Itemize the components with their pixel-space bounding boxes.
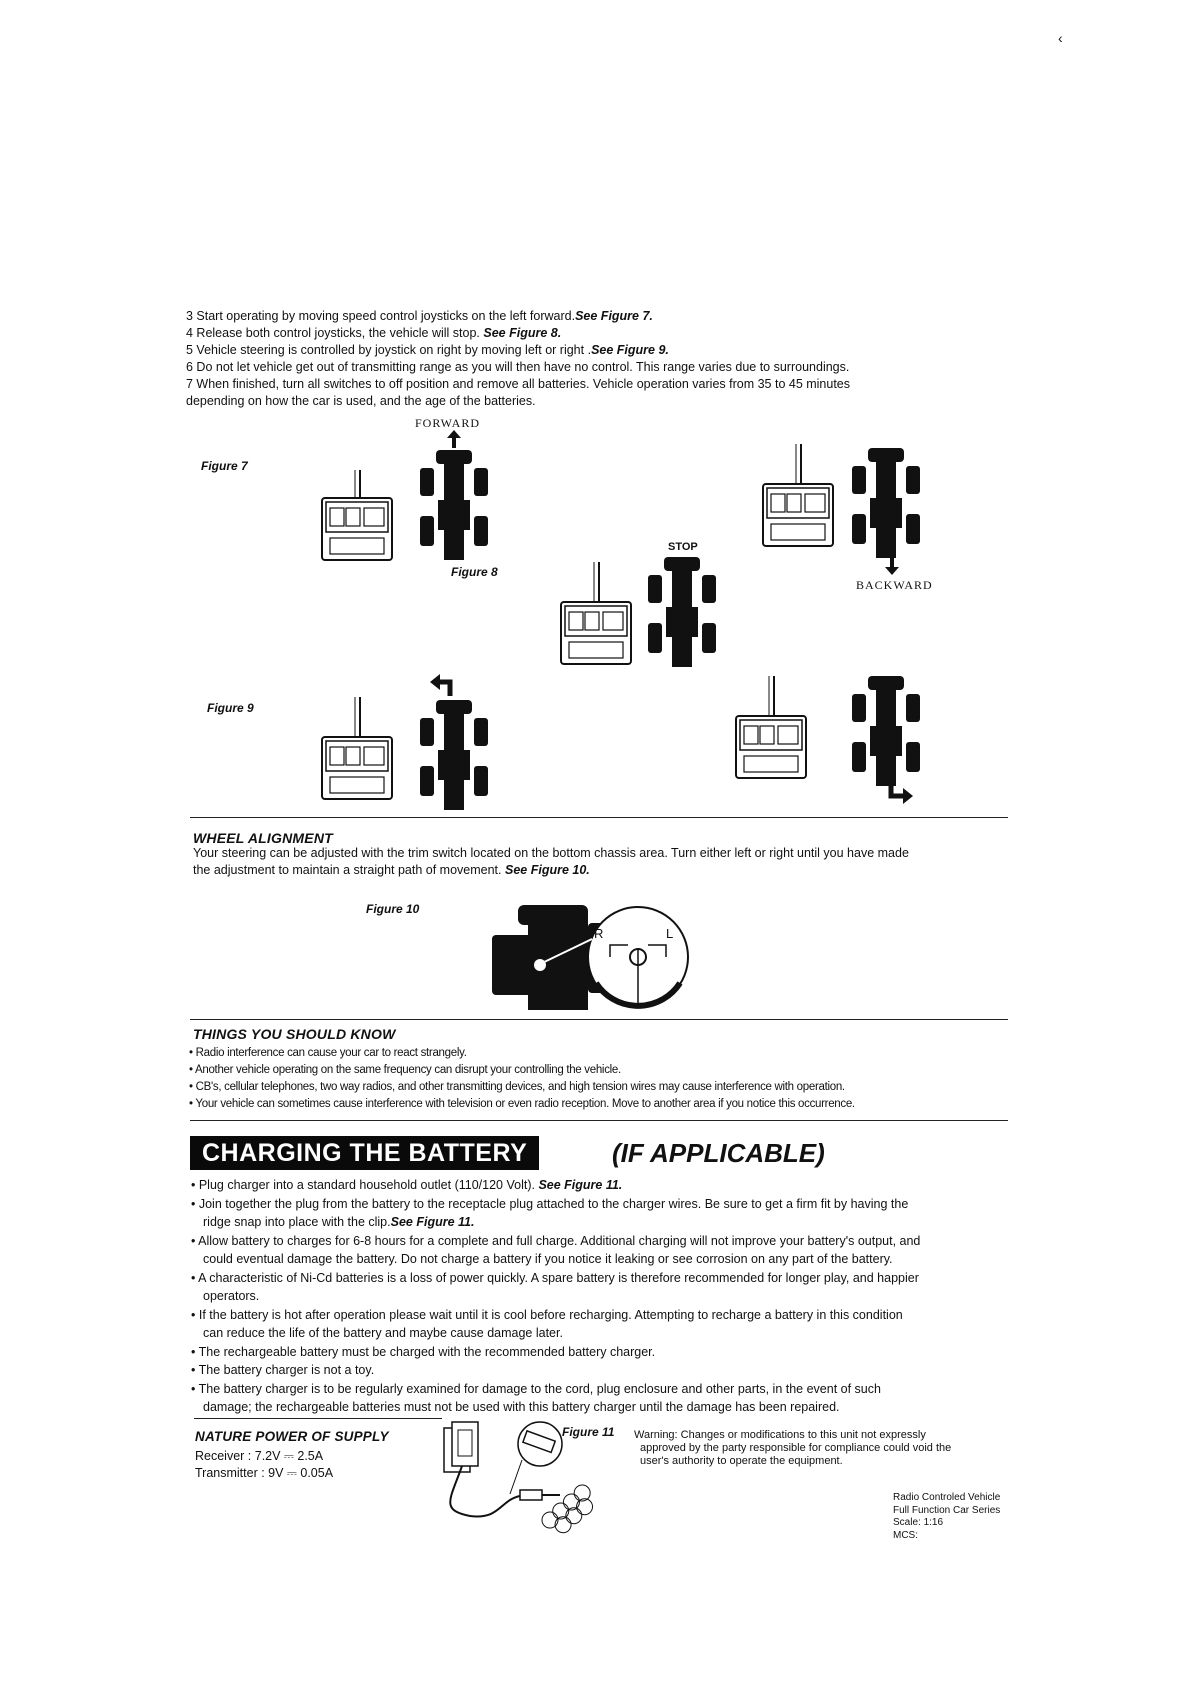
product-info	[893, 1492, 1000, 1542]
figure-8-car-backward-icon	[852, 448, 922, 560]
trim-r-label: R	[594, 926, 604, 941]
product-line: Scale: 1:16	[893, 1517, 944, 1528]
wheel-alignment-heading: WHEEL ALIGNMENT	[193, 830, 333, 846]
forward-arrow-icon	[447, 430, 461, 448]
product-line: MCS:	[893, 1529, 918, 1541]
charging-line: damage; the rechargeable batteries must not be used with this battery charger until the damage has been repaired.	[203, 1400, 840, 1414]
trim-l-label: L	[666, 926, 674, 941]
things-item: • Another vehicle operating on the same frequency can disrupt your controlling the vehicle.	[189, 1064, 621, 1076]
charging-line: • Allow battery to charges for 6-8 hours for a complete and full charge. Additional charging will not improve your battery's output, and	[191, 1233, 921, 1248]
product-line: Full Function Car Series	[893, 1504, 1001, 1516]
figure-11-label: Figure 11	[562, 1425, 615, 1439]
warning-line-1: Warning: Changes or modifications to this unit not expressly	[634, 1429, 926, 1441]
supply-receiver: Receiver : 7.2V ⎓ 2.5A	[195, 1449, 324, 1463]
backward-label: BACKWARD	[856, 578, 933, 592]
figure-8-remote-stop	[561, 562, 636, 662]
things-item: • CB's, cellular telephones, two way radios, and other transmitting devices, and high tension wires may cause interference with operation.	[189, 1081, 845, 1093]
figure-9-car-right-icon	[852, 676, 922, 788]
figure-10-label: Figure 10	[366, 902, 420, 916]
product-line: Radio Controled Vehicle	[893, 1492, 1001, 1503]
divider-4	[194, 1418, 442, 1419]
charging-line: • Plug charger into a standard household outlet (110/120 Volt). See Figure 11.	[191, 1178, 623, 1192]
charging-banner: CHARGING THE BATTERY	[190, 1136, 539, 1170]
divider-2	[190, 1019, 1008, 1020]
charging-line: • The battery charger is not a toy.	[191, 1363, 375, 1377]
wheel-alignment-line-2: the adjustment to maintain a straight path of movement. See Figure 10.	[193, 863, 590, 877]
supply-transmitter: Transmitter : 9V ⎓ 0.05A	[195, 1466, 334, 1480]
figure-9-remote-left	[322, 697, 397, 797]
figure-9-car-left-icon	[420, 700, 490, 812]
backward-arrow-icon	[885, 557, 899, 575]
figure-10-trim-diagram	[488, 905, 708, 1015]
charging-line: • A characteristic of Ni-Cd batteries is a loss of power quickly. A spare battery is therefore recommended for longer play, and happier	[191, 1270, 919, 1285]
charging-line: • If the battery is hot after operation please wait until it is cool before recharging. Attempting to recharge a battery in this condition	[191, 1307, 903, 1322]
step-7: 7 When finished, turn all switches to off position and remove all batteries. Vehicle operation varies from 35 to 45 minutes	[186, 377, 851, 391]
figure-9-remote-right	[736, 676, 811, 776]
warning-line-3: user's authority to operate the equipment.	[640, 1455, 843, 1467]
step-4: 4 Release both control joysticks, the vehicle will stop. See Figure 8.	[186, 326, 562, 340]
warning-line-2: approved by the party responsible for compliance could void the	[640, 1442, 952, 1454]
things-heading: THINGS YOU SHOULD KNOW	[193, 1026, 396, 1042]
charging-line: ridge snap into place with the clip.See Figure 11.	[203, 1215, 475, 1229]
figure-8-label: Figure 8	[451, 565, 498, 579]
things-list	[189, 1045, 855, 1113]
step-3: 3 Start operating by moving speed control joysticks on the left forward.See Figure 7.	[186, 309, 653, 323]
corner-mark: ‹	[1058, 30, 1063, 46]
turn-right-arrow-icon	[885, 782, 913, 808]
supply-heading: NATURE POWER OF SUPPLY	[195, 1429, 389, 1444]
charging-line: could eventual damage the battery. Do not charge a battery if you notice it leaking or see corrosion on any part of the battery.	[203, 1252, 893, 1266]
figure-11-charger-diagram	[440, 1420, 610, 1570]
step-7-cont: depending on how the car is used, and the age of the batteries.	[186, 394, 536, 408]
figure-7-label: Figure 7	[201, 459, 248, 473]
turn-left-arrow-icon	[430, 670, 458, 696]
things-item: • Radio interference can cause your car to react strangely.	[189, 1047, 467, 1059]
stop-label: STOP	[668, 541, 698, 553]
charging-suffix: (IF APPLICABLE)	[612, 1138, 825, 1168]
charging-line: can reduce the life of the battery and maybe cause damage later.	[203, 1326, 563, 1340]
figure-8-remote-backward	[763, 444, 838, 544]
steps-list	[186, 308, 850, 410]
charging-line: • The battery charger is to be regularly examined for damage to the cord, plug enclosure and other parts, in the event of such	[191, 1381, 881, 1396]
figure-9-label: Figure 9	[207, 701, 254, 715]
figure-7-car-icon	[420, 450, 490, 562]
charging-line: • Join together the plug from the battery to the receptacle plug attached to the charger wires. Be sure to get a firm fit by having the	[191, 1196, 909, 1211]
wheel-alignment-line-1: Your steering can be adjusted with the trim switch located on the bottom chassis area. Turn either left or right until you have made	[193, 846, 909, 860]
figure-7-remote	[322, 470, 397, 560]
divider-1	[190, 817, 1008, 818]
step-6: 6 Do not let vehicle get out of transmitting range as you will then have no control. This range varies due to surroundings.	[186, 360, 850, 374]
forward-label: FORWARD	[415, 416, 481, 430]
charging-list	[191, 1176, 920, 1417]
charging-line: • The rechargeable battery must be charged with the recommended battery charger.	[191, 1344, 656, 1359]
things-item: • Your vehicle can sometimes cause interference with television or even radio reception. Move to another area if you notice this occurrence.	[189, 1098, 855, 1110]
figure-8-car-stop-icon	[648, 557, 718, 669]
divider-3	[190, 1120, 1008, 1121]
step-5: 5 Vehicle steering is controlled by joystick on right by moving left or right .See Figure 9.	[186, 343, 669, 357]
charging-line: operators.	[203, 1289, 260, 1303]
